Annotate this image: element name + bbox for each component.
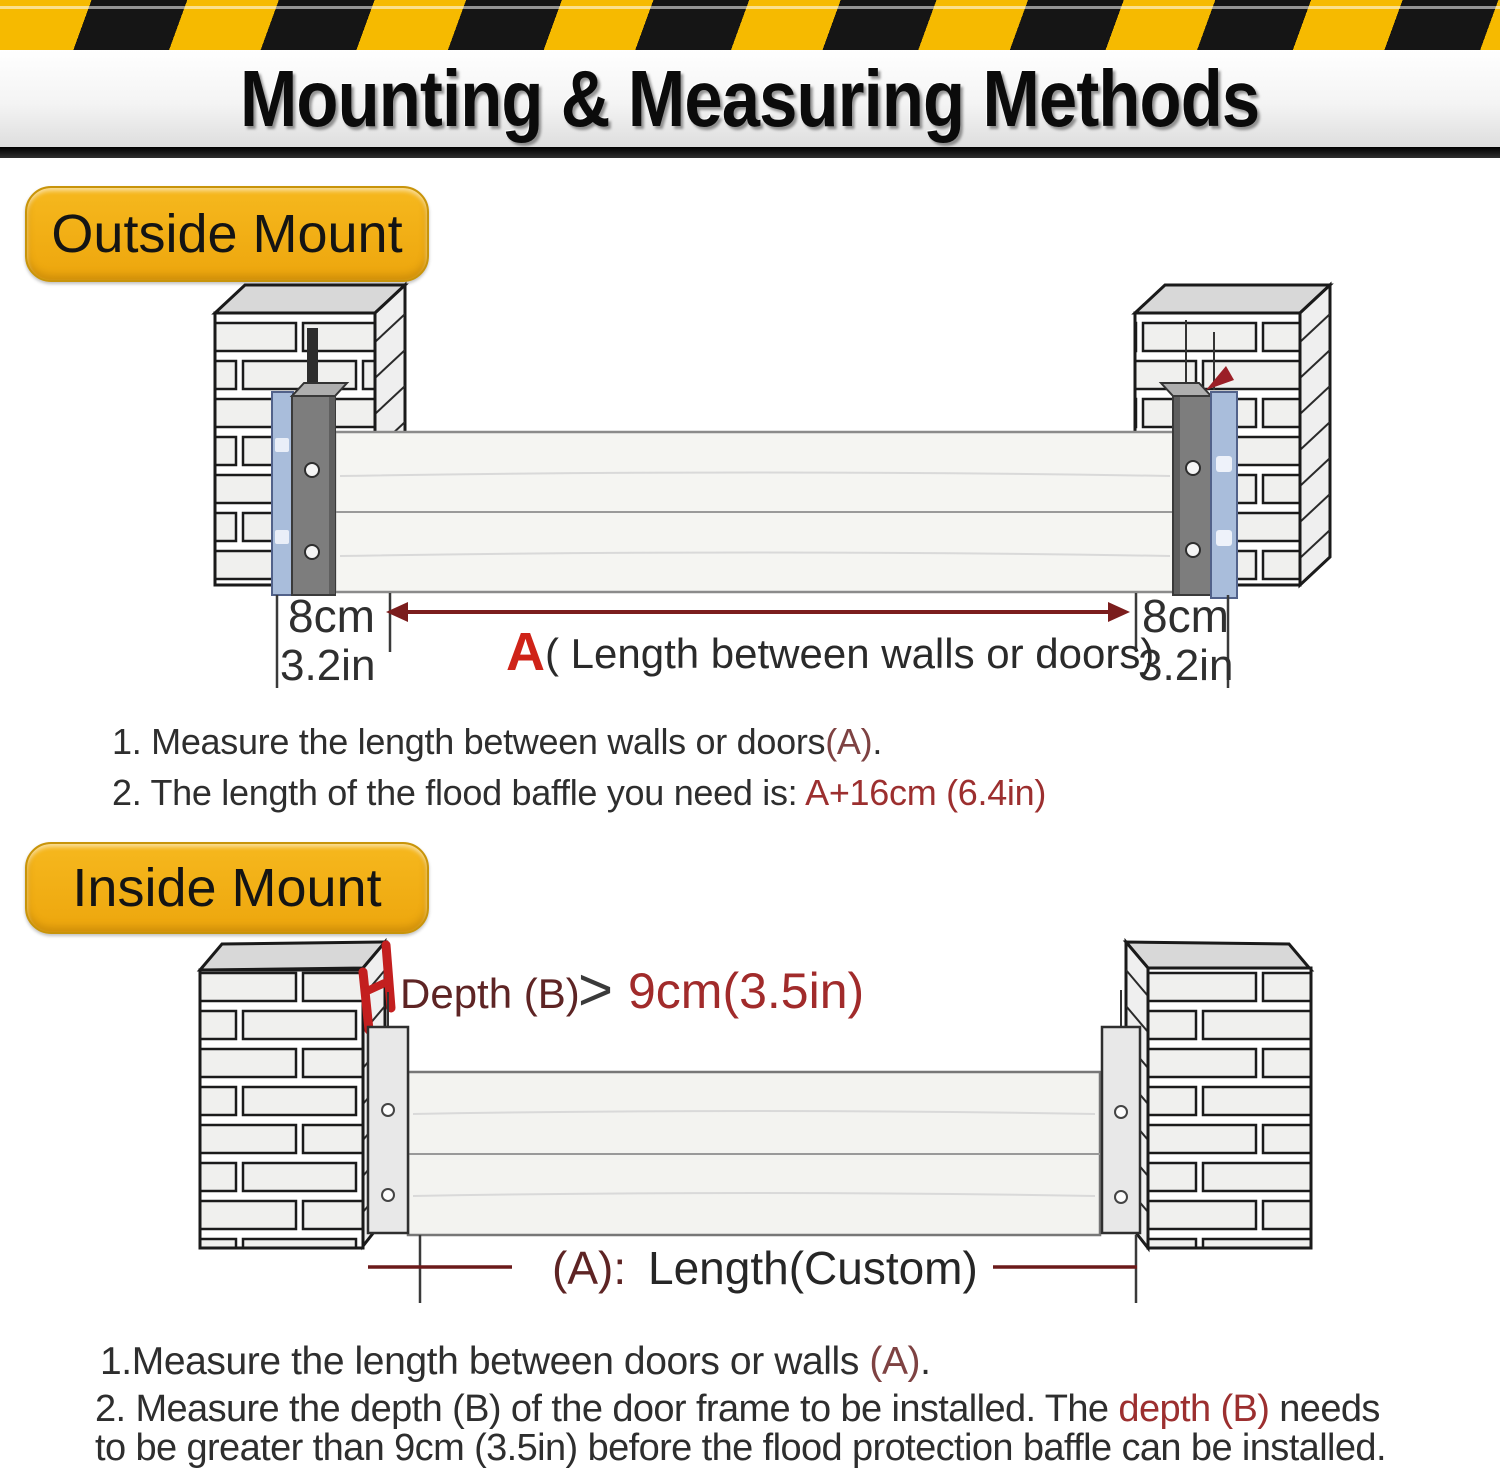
step-text: . [920,1340,931,1383]
caution-tape-seam [0,6,1500,9]
inside-mount-badge-label: Inside Mount [72,858,382,918]
inside-left-bracket [368,992,408,1233]
outside-dimensions [277,590,1233,690]
right-overlap-cm: 8cm [1142,590,1229,642]
title-divider-bar [0,147,1500,158]
step-accent: (A) [825,721,873,762]
left-overlap-in: 3.2in [280,641,376,690]
inside-left-pillar [200,942,385,1248]
inside-mount-badge [25,842,429,934]
screw-hole [1115,1191,1127,1203]
inside-dimensions [368,1235,1137,1303]
screw-hole [382,1189,394,1201]
inside-step-2 [95,1390,1386,1468]
step-text: . [872,721,883,762]
title-band [0,50,1500,147]
inside-step-1 [100,1340,931,1384]
step-text: to be greater than 9cm (3.5in) before the flood protection baffle can be installed. [95,1427,1386,1469]
dimension-a-label: A [506,622,545,682]
outside-step-2 [112,767,1046,818]
screw-hole [1186,543,1200,557]
outside-mount-diagram [0,280,1500,710]
step-accent: depth (B) [1118,1388,1270,1430]
inside-right-pillar [1126,942,1311,1248]
length-a-label: (A): [552,1242,627,1294]
outside-mount-badge [25,186,429,282]
dimension-a-caption: ( Length between walls or doors) [545,630,1155,677]
step-text: 2. Measure the depth (B) of the door frame to be installed. The [95,1388,1119,1430]
left-overlap-cm: 8cm [288,590,375,642]
outside-step-1 [112,716,1046,767]
page-title: Mounting & Measuring Methods [240,53,1260,143]
step-text: needs [1269,1388,1380,1430]
right-overlap-in: 3.2in [1138,641,1234,690]
outside-flood-barrier-panels [335,432,1175,592]
screw-hole [305,545,319,559]
step-text: 1. Measure the length between walls or doors [112,721,826,762]
greater-than-sign: > [578,956,614,1023]
outside-mount-instructions [112,716,1046,818]
screw-hole [1186,461,1200,475]
screw-hole [382,1104,394,1116]
depth-value: 9cm(3.5in) [628,963,865,1019]
inside-right-bracket [1102,990,1140,1233]
length-a-caption: Length(Custom) [648,1242,978,1294]
step-accent: (A) [869,1340,921,1383]
inside-step-2-line-1 [95,1390,1386,1429]
step-text: 1.Measure the length between doors or walls [100,1340,870,1383]
screw-hole [1115,1106,1127,1118]
caution-tape-banner [0,0,1500,50]
depth-annotation [400,956,864,1023]
screw-hole [305,463,319,477]
outside-mount-badge-label: Outside Mount [51,204,403,264]
step-accent: A+16cm (6.4in) [805,772,1047,813]
inside-step-2-line-2 [95,1429,1386,1468]
depth-label: Depth (B) [400,970,580,1017]
inside-mount-diagram [0,930,1500,1320]
step-text: 2. The length of the flood baffle you need is: [112,772,806,813]
inside-flood-barrier-panels [408,1072,1100,1235]
